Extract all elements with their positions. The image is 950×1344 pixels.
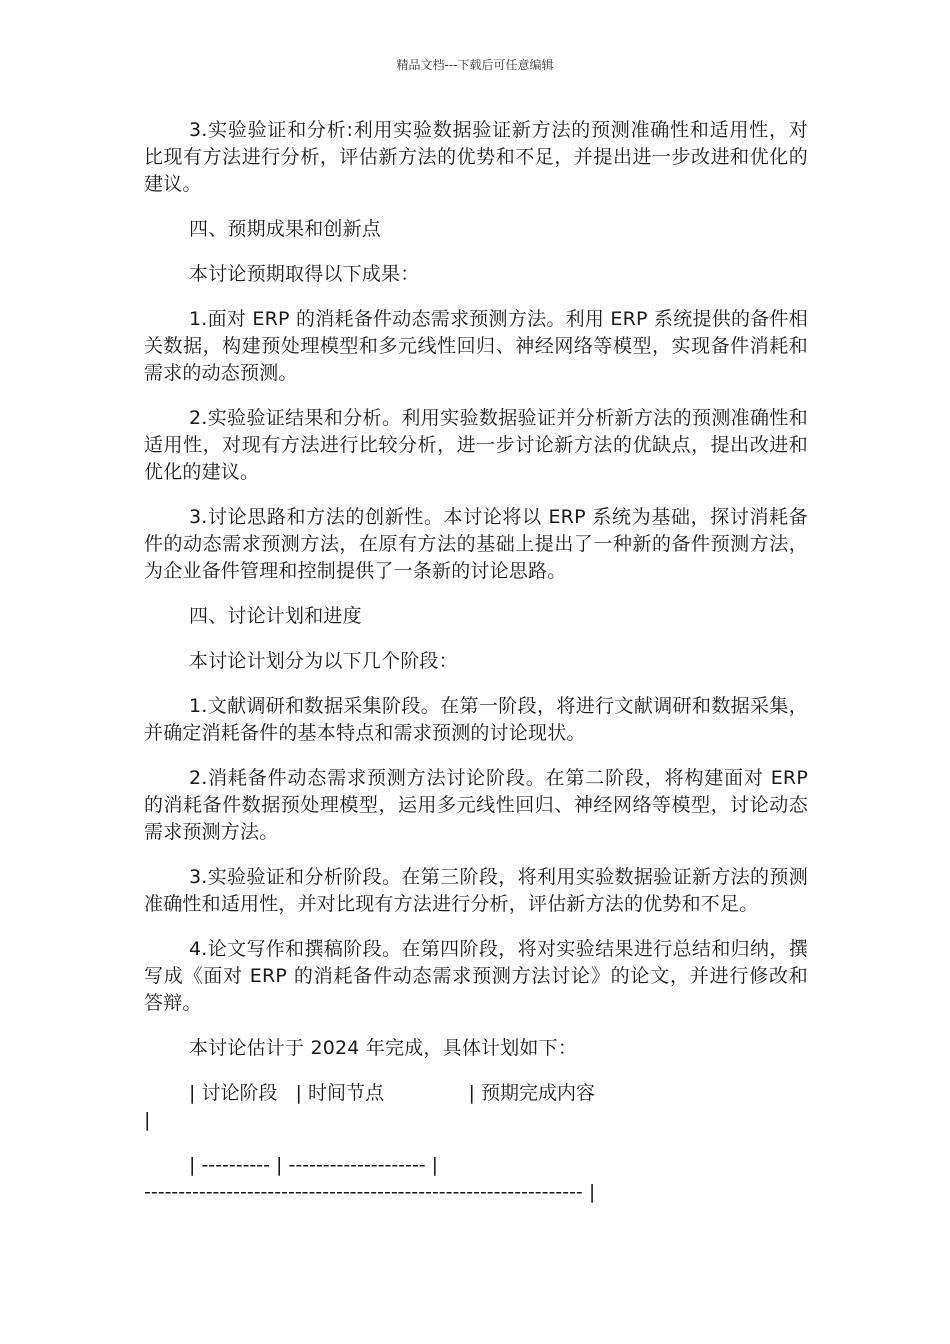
paragraph-experiment-validation: 3.实验验证和分析:利用实验数据验证新方法的预测准确性和适用性，对比现有方法进行分析，评估新方法的优势和不足，并提出进一步改进和优化的建议。 [144, 119, 808, 195]
table-separator-line-end: ---------------------------------------------------------------- | [144, 1181, 596, 1203]
paragraph-schedule-intro: 本讨论估计于 2024 年完成，具体计划如下： [189, 1037, 578, 1059]
paragraph-stage-2: 2.消耗备件动态需求预测方法讨论阶段。在第二阶段，将构建面对 ERP 的消耗备件数据预处理模型，运用多元线性回归、神经网络等模型，讨论动态需求预测方法。 [144, 767, 808, 843]
paragraph-plan-intro: 本讨论计划分为以下几个阶段： [189, 650, 458, 672]
paragraph-stage-4: 4.论文写作和撰稿阶段。在第四阶段，将对实验结果进行总结和归纳，撰写成《面对 ERP 的消耗备件动态需求预测方法讨论》的论文，并进行修改和答辩。 [144, 938, 808, 1014]
table-header-line-end: | [144, 1109, 151, 1131]
section-heading-expected-results: 四、预期成果和创新点 [189, 218, 382, 240]
markdown-table-separator [144, 1152, 808, 1206]
paragraph-stage-1: 1.文献调研和数据采集阶段。在第一阶段，将进行文献调研和数据采集，并确定消耗备件的基本特点和需求预测的讨论现状。 [144, 695, 808, 744]
section-heading-plan: 四、讨论计划和进度 [189, 605, 362, 627]
table-header-line: | 讨论阶段 | 时间节点 | 预期完成内容 [189, 1082, 595, 1104]
paragraph-result-3: 3.讨论思路和方法的创新性。本讨论将以 ERP 系统为基础，探讨消耗备件的动态需求预测方法，在原有方法的基础上提出了一种新的备件预测方法，为企业备件管理和控制提供了一条新的讨论思路。 [144, 506, 808, 582]
document-body [144, 117, 808, 1224]
paragraph-result-2: 2.实验验证结果和分析。利用实验数据验证并分析新方法的预测准确性和适用性，对现有方法进行比较分析，进一步讨论新方法的优缺点，提出改进和优化的建议。 [144, 407, 808, 483]
page-header: 精品文档---下载后可任意编辑 [396, 58, 554, 72]
table-separator-line: | ---------- | -------------------- | [189, 1154, 439, 1176]
paragraph-result-1: 1.面对 ERP 的消耗备件动态需求预测方法。利用 ERP 系统提供的备件相关数据，构建预处理模型和多元线性回归、神经网络等模型，实现备件消耗和需求的动态预测。 [144, 308, 808, 384]
markdown-table-header [144, 1080, 808, 1134]
paragraph-stage-3: 3.实验验证和分析阶段。在第三阶段，将利用实验数据验证新方法的预测准确性和适用性，并对比现有方法进行分析，评估新方法的优势和不足。 [144, 866, 808, 915]
paragraph-results-intro: 本讨论预期取得以下成果： [189, 263, 420, 285]
